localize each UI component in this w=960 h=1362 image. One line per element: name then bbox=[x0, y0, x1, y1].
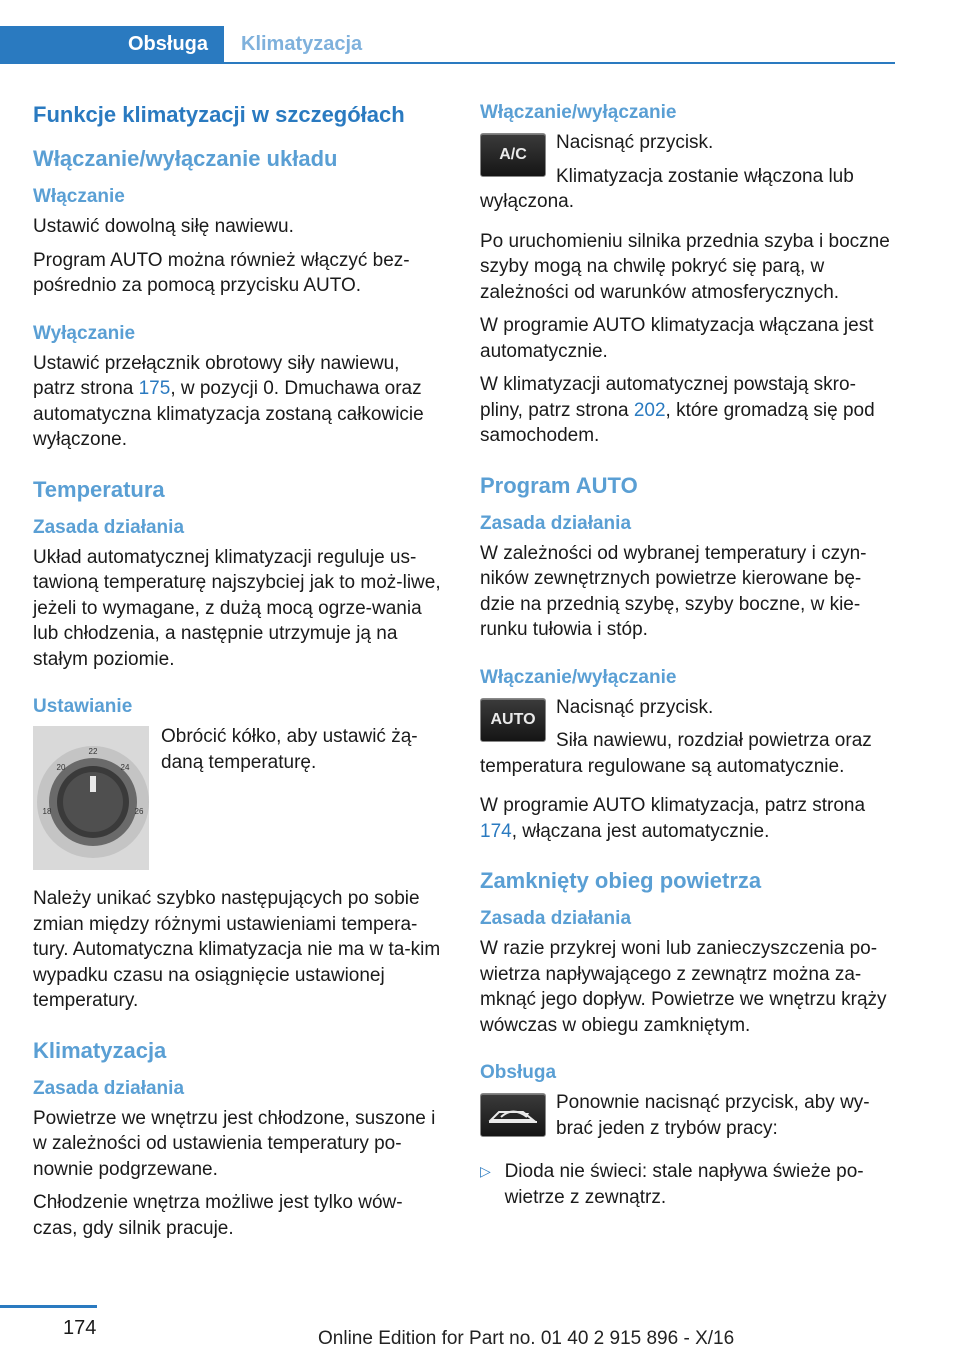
page-link[interactable]: 175 bbox=[138, 378, 171, 399]
paragraph: Powietrze we wnętrzu jest chłodzone, suszone i w zależności od ustawienia temperatury po‐nownie podgrzewane. bbox=[33, 1107, 436, 1180]
svg-text:26: 26 bbox=[134, 807, 144, 816]
paragraph: Nacisnąć przycisk. bbox=[556, 696, 714, 718]
section-title: Klimatyzacja bbox=[33, 1037, 167, 1063]
ac-button-icon: A/C bbox=[480, 133, 546, 177]
paragraph: Program AUTO można również włączyć bez‐pośrednio za pomocą przycisku AUTO. bbox=[33, 249, 410, 296]
paragraph: Należy unikać szybko następujących po sobie zmian między różnymi ustawieniami tempera‐tury. Automatyczna klimatyzacja nie ma w ta‐kim wypadku czasu na osiągnięcie ustawionej temperatury. bbox=[33, 888, 441, 1011]
paragraph: W razie przykrej woni lub zanieczyszczenia po‐wietrza napływającego z zewnątrz można za‐mknąć jego dopływ. Powietrze we wnętrzu krąży wówczas w obiegu zamkniętym. bbox=[480, 938, 887, 1036]
paragraph: W zależności od wybranej temperatury i czyn‐ników zewnętrznych powietrze kierowane bę‐dzie na przednią szybę, szyby boczne, w kie‐runku tułowia i stóp. bbox=[480, 542, 867, 640]
subsection-title: Włączanie bbox=[33, 186, 125, 207]
edition-text: Online Edition for Part no. 01 40 2 915 896 - X/16 bbox=[318, 1328, 735, 1349]
subsection-title: Zasada działania bbox=[33, 1077, 185, 1099]
paragraph: Po uruchomieniu silnika przednia szyba i boczne szyby mogą na chwilę pokryć się parą, w zależności od warunków atmosferycznych. bbox=[480, 230, 890, 303]
tab-obsluga[interactable]: Obsługa bbox=[0, 26, 224, 62]
left-column bbox=[33, 100, 445, 1249]
subsection-title: Wyłączanie bbox=[33, 322, 136, 344]
right-column bbox=[480, 100, 892, 1210]
list-item: ▷ Dioda nie świeci: stale napływa świeże po‐wietrze z zewnątrz. bbox=[480, 1159, 892, 1210]
paragraph: W programie AUTO klimatyzacja włączana jest automatycznie. bbox=[480, 315, 874, 362]
subsection-title: Obsługa bbox=[480, 1062, 557, 1083]
section-title: Zamknięty obieg powietrza bbox=[480, 868, 762, 893]
paragraph: Ustawić dowolną siłę nawiewu. bbox=[33, 216, 294, 237]
subsection-title: Zasada działania bbox=[33, 516, 185, 538]
subsection-title: Włączanie/wyłączanie bbox=[480, 102, 677, 123]
page-link[interactable]: 174 bbox=[480, 820, 512, 842]
section-title: Program AUTO bbox=[480, 472, 638, 498]
section-title: Włączanie/wyłączanie układu bbox=[33, 146, 338, 171]
svg-text:18: 18 bbox=[42, 807, 52, 816]
recirculation-button-icon bbox=[480, 1093, 546, 1137]
paragraph: Ponownie nacisnąć przycisk, aby wy‐brać jeden z trybów pracy: bbox=[556, 1092, 870, 1139]
auto-button-icon: AUTO bbox=[480, 698, 546, 742]
temperature-knob-image bbox=[33, 726, 149, 870]
paragraph: Klimatyzacja zostanie włączona lub wyłączona. bbox=[480, 165, 854, 212]
paragraph: Chłodzenie wnętrza możliwe jest tylko wów‐czas, gdy silnik pracuje. bbox=[33, 1192, 403, 1239]
page-link[interactable]: 202 bbox=[633, 399, 666, 421]
svg-text:22: 22 bbox=[88, 747, 98, 756]
subsection-title: Włączanie/wyłączanie bbox=[480, 666, 677, 688]
paragraph: Nacisnąć przycisk. bbox=[556, 132, 714, 153]
paragraph: W klimatyzacji automatycznej powstają skro‐pliny, patrz strona 202, które gromadzą się pod samochodem. bbox=[480, 374, 875, 446]
paragraph: Ustawić przełącznik obrotowy siły nawiewu, patrz strona 175, w pozycji 0. Dmuchawa oraz automatyczna klimatyzacja zostaną całkowicie wyłączone. bbox=[33, 352, 424, 450]
subsection-title: Zasada działania bbox=[480, 512, 632, 534]
recirculation-car-icon bbox=[485, 1100, 541, 1130]
bullet-arrow-icon: ▷ bbox=[480, 1163, 491, 1179]
page-number: 174 bbox=[63, 1317, 97, 1339]
header-tabs bbox=[0, 26, 895, 64]
knob-icon bbox=[33, 726, 149, 870]
subsection-title: Zasada działania bbox=[480, 908, 632, 929]
paragraph: Siła nawiewu, rozdział powietrza oraz temperatura regulowane są automatycznie. bbox=[480, 730, 872, 777]
page-title: Funkcje klimatyzacji w szczegółach bbox=[33, 102, 405, 127]
paragraph: W programie AUTO klimatyzacja, patrz strona 174, włączana jest automatycznie. bbox=[480, 795, 866, 842]
section-title: Temperatura bbox=[33, 476, 165, 502]
svg-text:24: 24 bbox=[120, 763, 130, 772]
tab-klimatyzacja[interactable]: Klimatyzacja bbox=[241, 33, 363, 55]
subsection-title: Ustawianie bbox=[33, 696, 133, 717]
footer-line bbox=[0, 1305, 97, 1308]
paragraph: Układ automatycznej klimatyzacji reguluje us‐tawioną temperaturę najszybciej jak to moż‐liwe, jeżeli to wymagane, z dużą mocą ogrze‐wania lub chłodzenia, a następnie utrzymuje ją na stałym poziomie. bbox=[33, 546, 441, 670]
svg-text:20: 20 bbox=[56, 763, 66, 772]
paragraph: Obrócić kółko, aby ustawić żą‐daną temperaturę. bbox=[161, 726, 418, 773]
